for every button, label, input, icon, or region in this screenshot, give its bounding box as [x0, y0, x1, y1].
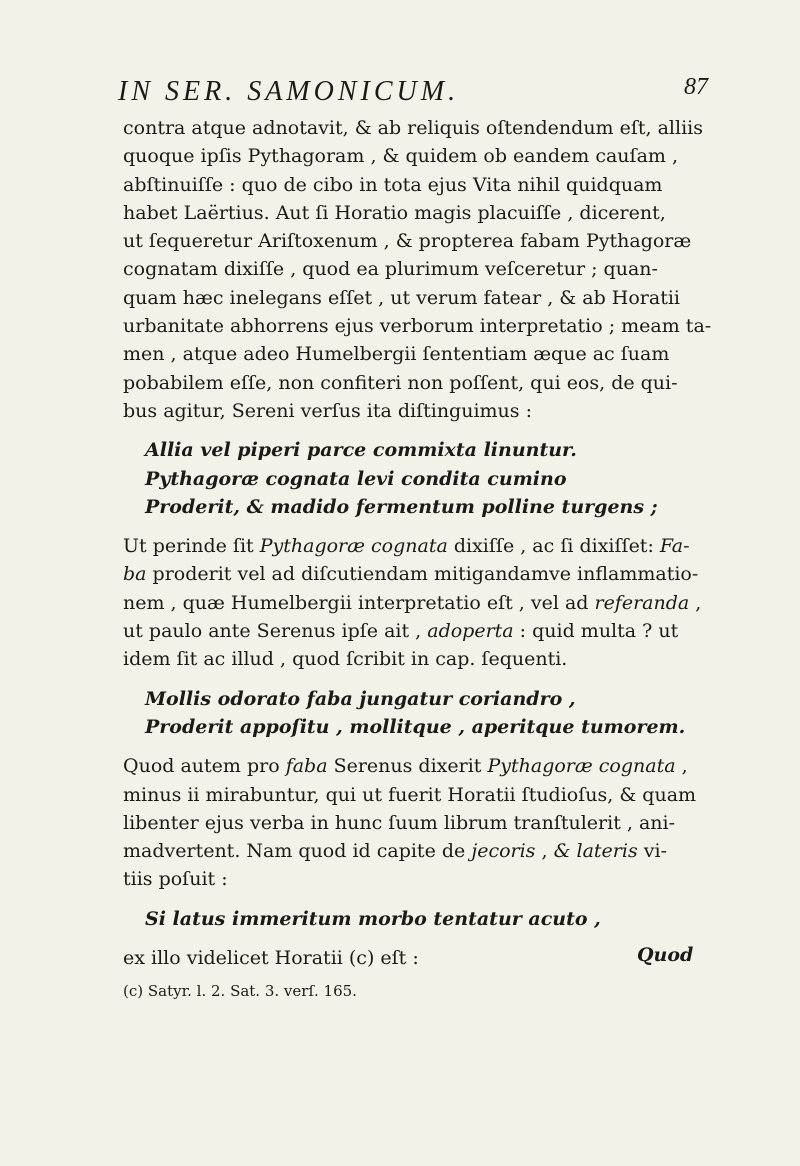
- text-run: vi-: [637, 840, 667, 863]
- text-line: [123, 532, 703, 560]
- text-line: quam hæc inelegans eſſet , ut verum fatear , & ab Horatii: [123, 286, 680, 309]
- italic-run: ba: [123, 563, 147, 586]
- text-line: [123, 589, 703, 617]
- text-line: minus ii mirabuntur, qui ut fuerit Horatii ſtudioſus, & quam: [123, 783, 697, 806]
- text-line: bus agitur, Sereni verſus ita diſtinguimus :: [123, 399, 532, 422]
- text-line: men , atque adeo Humelbergii ſententiam æque ac ſuam: [123, 343, 670, 366]
- text-line: ex illo videlicet Horatii (c) eſt :: [123, 947, 419, 970]
- catchword: Quod: [637, 944, 694, 966]
- text-run: Quod autem pro: [123, 755, 286, 778]
- text-line: habet Laërtius. Aut ſi Horatio magis placuiſſe , dicerent,: [123, 201, 666, 224]
- italic-run: & lateris: [553, 840, 638, 863]
- verse-line: Proderit appoſitu , mollitque , aperitque tumorem.: [145, 715, 686, 738]
- text-line: quoque ipſis Pythagoram , & quidem ob eandem cauſam ,: [123, 145, 678, 168]
- text-line: idem ſit ac illud , quod ſcribit in cap. ſequenti.: [123, 648, 568, 671]
- verse-line: Si latus immeritum morbo tentatur acuto ,: [145, 907, 601, 930]
- text-run: dixiſſe , ac ſi dixiſſet:: [447, 535, 660, 558]
- italic-run: faba: [285, 755, 328, 778]
- text-run: nem , quæ Humelbergii interpretatio eſt , vel ad: [123, 591, 595, 614]
- paragraph-1: [123, 114, 712, 425]
- italic-run: referanda: [594, 591, 690, 614]
- text-line: urbanitate abhorrens ejus verborum interpretatio ; meam ta-: [123, 315, 712, 338]
- verse-line: Proderit, & madido fermentum polline turgens ;: [145, 495, 658, 518]
- verse-line: Mollis odorato faba jungatur coriandro ,: [145, 687, 576, 710]
- paragraph-3: [123, 752, 703, 893]
- text-run: Serenus dixerit: [327, 755, 488, 778]
- verse-quotation-2: [123, 674, 703, 753]
- text-run: ,: [689, 591, 702, 614]
- text-line: contra atque adnotavit, & ab reliquis oſtendendum eſt, alliis: [123, 117, 703, 139]
- footnote: (c) Satyr. l. 2. Sat. 3. verſ. 165.: [123, 982, 357, 1000]
- paragraph-2: [123, 532, 703, 673]
- verse-line: Allia vel piperi parce commixta linuntur.: [145, 439, 577, 462]
- verse-line: Pythagoræ cognata levi condita cumino: [145, 467, 567, 490]
- text-run: proderit vel ad diſcutiendam mitigandamve inflammatio-: [146, 563, 699, 586]
- text-line: [123, 752, 703, 780]
- verse-quotation-3: [123, 894, 703, 944]
- text-line: tiis poſuit :: [123, 868, 228, 891]
- verse-quotation-1: [123, 425, 703, 532]
- running-title: IN SER. SAMONICUM.: [118, 76, 460, 107]
- text-line: pobabilem eſſe, non confiteri non poſſent, qui eos, de qui-: [123, 371, 678, 394]
- text-line: libenter ejus verba in hunc ſuum librum tranſtulerit , ani-: [123, 811, 676, 834]
- text-line: cognatam dixiſſe , quod ea plurimum veſceretur ; quan-: [123, 258, 658, 281]
- paragraph-4: [123, 944, 703, 972]
- main-text: [123, 114, 712, 972]
- text-run: ut paulo ante Serenus ipſe ait ,: [123, 620, 428, 643]
- text-line: [123, 617, 703, 645]
- text-run: ,: [535, 840, 554, 863]
- running-header: [118, 74, 708, 114]
- page-number: 87: [684, 74, 708, 100]
- italic-run: Fa-: [659, 535, 690, 558]
- italic-run: jecoris: [471, 840, 536, 863]
- italic-run: adoperta: [427, 620, 514, 643]
- italic-run: Pythagoræ cognata: [259, 535, 448, 558]
- italic-run: Pythagoræ cognata: [487, 755, 676, 778]
- text-run: Ut perinde ſit: [123, 535, 260, 558]
- text-line: ut ſequeretur Ariſtoxenum , & propterea fabam Pythagoræ: [123, 230, 692, 253]
- text-run: : quid multa ? ut: [513, 620, 679, 643]
- text-run: ,: [675, 755, 688, 778]
- text-run: madvertent. Nam quod id capite de: [123, 840, 472, 863]
- text-line: [123, 560, 703, 588]
- text-line: abſtinuiſſe : quo de cibo in tota ejus Vita nihil quidquam: [123, 173, 663, 196]
- text-line: [123, 837, 703, 865]
